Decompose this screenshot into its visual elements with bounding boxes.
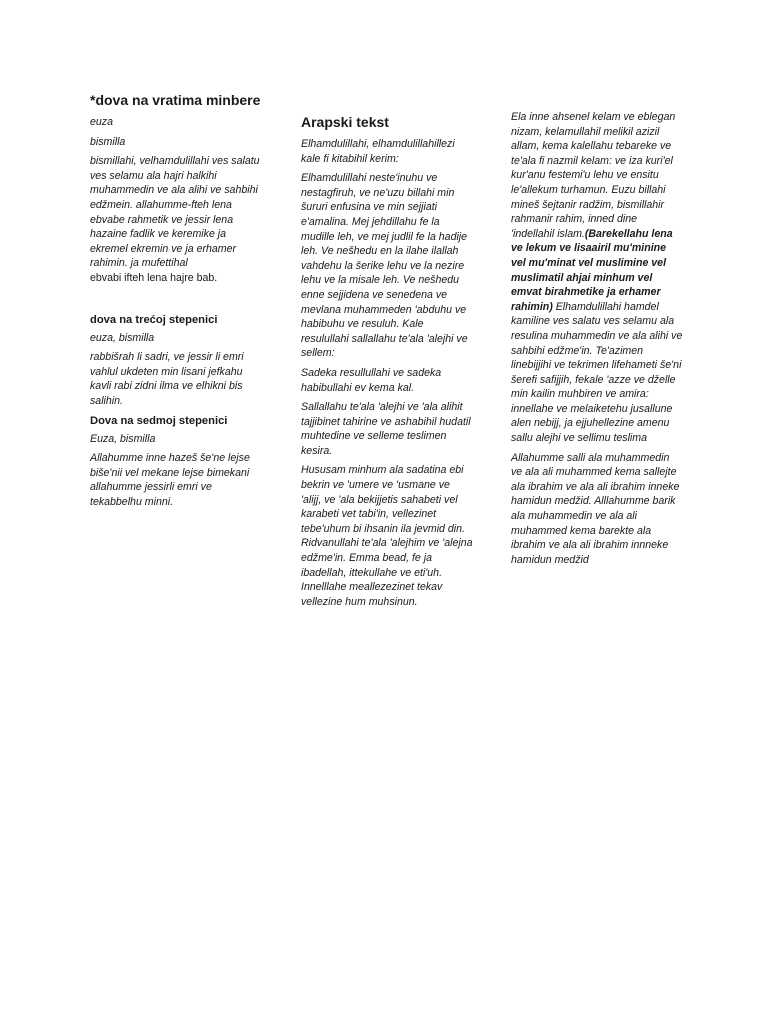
section-title-arabic-text: Arapski tekst bbox=[301, 114, 389, 130]
paragraph-hamd-intro: Elhamdulillahi, elhamdulillahillezi kale fi kitabihil kerim: bbox=[301, 138, 455, 165]
paragraph-hamd-main: Elhamdulillahi neste'inuhu ve nestagfiruh, ve ne'uzu billahi min šururi enfusina ve min sejjiati e'amalina. Mej jehdillahu fe la mudille leh, ve mej judlil fe la hadije leh. Ve nešhedu en la ilahe ilallah vahdehu la šerike lehu ve la nezire lehu ve la misale leh. Ve nešhedu enne sejjidena ve senedena ve mevlana muhammeden 'abduhu ve habibuhu ve resuluh. Kale resulullahi sallallahu te'ala 'alejhi ve sellem: bbox=[301, 172, 468, 360]
paragraph-hususan: Hususam minhum ala sadatina ebi bekrin ve 'umere ve 'usmane ve 'alijj, ve 'ala bekijjetis sahabeti vel karabeti vet tabi'in, vellezinet tebe'uhum bi ihsanin ila jevmid din. Ridvanullahi te'ala 'alejhim ve 'alejna edžme'in. Emma bead, fe ja ibadellah, ittekullahe ve eti'uh. Innelllahe meallezezinet tekav vellezine hum muhsinun. bbox=[301, 464, 473, 608]
paragraph-bismilla: bismilla bbox=[90, 135, 126, 148]
right-column bbox=[511, 110, 683, 572]
paragraph-minber-door-dua: bismillahi, velhamdulillahi ves salatu ves selamu ala hajri halkihi muhammedin ve ala alihi ve sahbihi edžmein. allahumme-fteh lena ebvabe rahmetik ve jessir lena hazaine fadlik ve keremike ja ekremel ekremin ve ja erhamer rahimin. ja mufettihal bbox=[90, 155, 260, 270]
paragraph-euza-bismilla-2: Euza, bismilla bbox=[90, 432, 156, 445]
paragraph-salawat: Sallallahu te'ala 'alejhi ve 'ala alihit tajjibinet tahirine ve ashabihil hudatil muhtedine ve selleme teslimen kesira. bbox=[301, 401, 471, 457]
paragraph-euza: euza bbox=[90, 116, 113, 128]
barekellahu-bold-text: (Barekellahu lena ve lekum ve lisaairil mu'minine vel mu'minat vel muslimine vel muslimatil ahjai minhum vel emvat birahmetike ja erhamer rahimin) bbox=[511, 227, 673, 313]
ela-inne-text: Ela inne ahsenel kelam ve eblegan nizam, kelamullahil melikil azizil allam, kema kalellahu tebareke ve te'ala fi nazmil kelam: ve iza kuri'el kur'anu festemi'u lehu ve ensitu le'allekum turhamun. Euzu billahi mineš šejtanir radžim, bismillahir rahmanir rahim, inned dine 'indellahil islam. bbox=[511, 111, 676, 240]
paragraph-seventh-step-dua: Allahumme inne hazeš še'ne lejse biše'nii vel mekane lejse bimekani allahumme jessirli emri ve tekabbelhu minni. bbox=[90, 452, 250, 508]
section-title-minber-door: *dova na vratima minbere bbox=[90, 92, 261, 108]
left-column bbox=[90, 92, 262, 514]
paragraph-sadeka: Sadeka resullullahi ve sadeka habibullahi ev kema kal. bbox=[301, 366, 442, 394]
elhamdulillahi-text: Elhamdulillahi hamdel kamiline ves salatu ves selamu ala resulina muhammedin ve ala alihi ve sahbihi edžme'in. Te'azimen linebijjihi ve tekrimen lifehameti še'ni šerefi safijjih, fekale 'azze ve dželle min kailin muhbiren ve amira: innellahe ve melaiketehu jusallune alen nebijj, ja ejjuhellezine amenu sallu alejhi ve sellimu teslima bbox=[511, 300, 683, 445]
paragraph-allahumme-salli: Allahumme salli ala muhammedin ve ala ali muhammed kema sallejte ala ibrahim ve ala ali ibrahim inneke hamidun medžid. Alllahumme barik ala muhammedin ve ala ali muhammed kema barekte ala ibrahim ve ala ali ibrahim innneke hamidun medžid bbox=[511, 451, 680, 566]
section-title-seventh-step: Dova na sedmoj stepenici bbox=[90, 414, 228, 427]
paragraph-ela-inne bbox=[511, 110, 683, 446]
paragraph-third-step-dua: rabbišrah li sadri, ve jessir li emri vahlul ukdeten min lisani jefkahu kavli rabi zidni ilma ve elhikni bis salihin. bbox=[90, 351, 244, 407]
paragraph-euza-bismilla: euza, bismilla bbox=[90, 331, 155, 344]
paragraph-minber-door-dua-end: ebvabi ifteh lena hajre bab. bbox=[90, 271, 218, 284]
section-title-third-step: dova na trećoj stepenici bbox=[90, 313, 218, 326]
middle-column bbox=[301, 114, 473, 614]
spacer bbox=[90, 291, 262, 313]
